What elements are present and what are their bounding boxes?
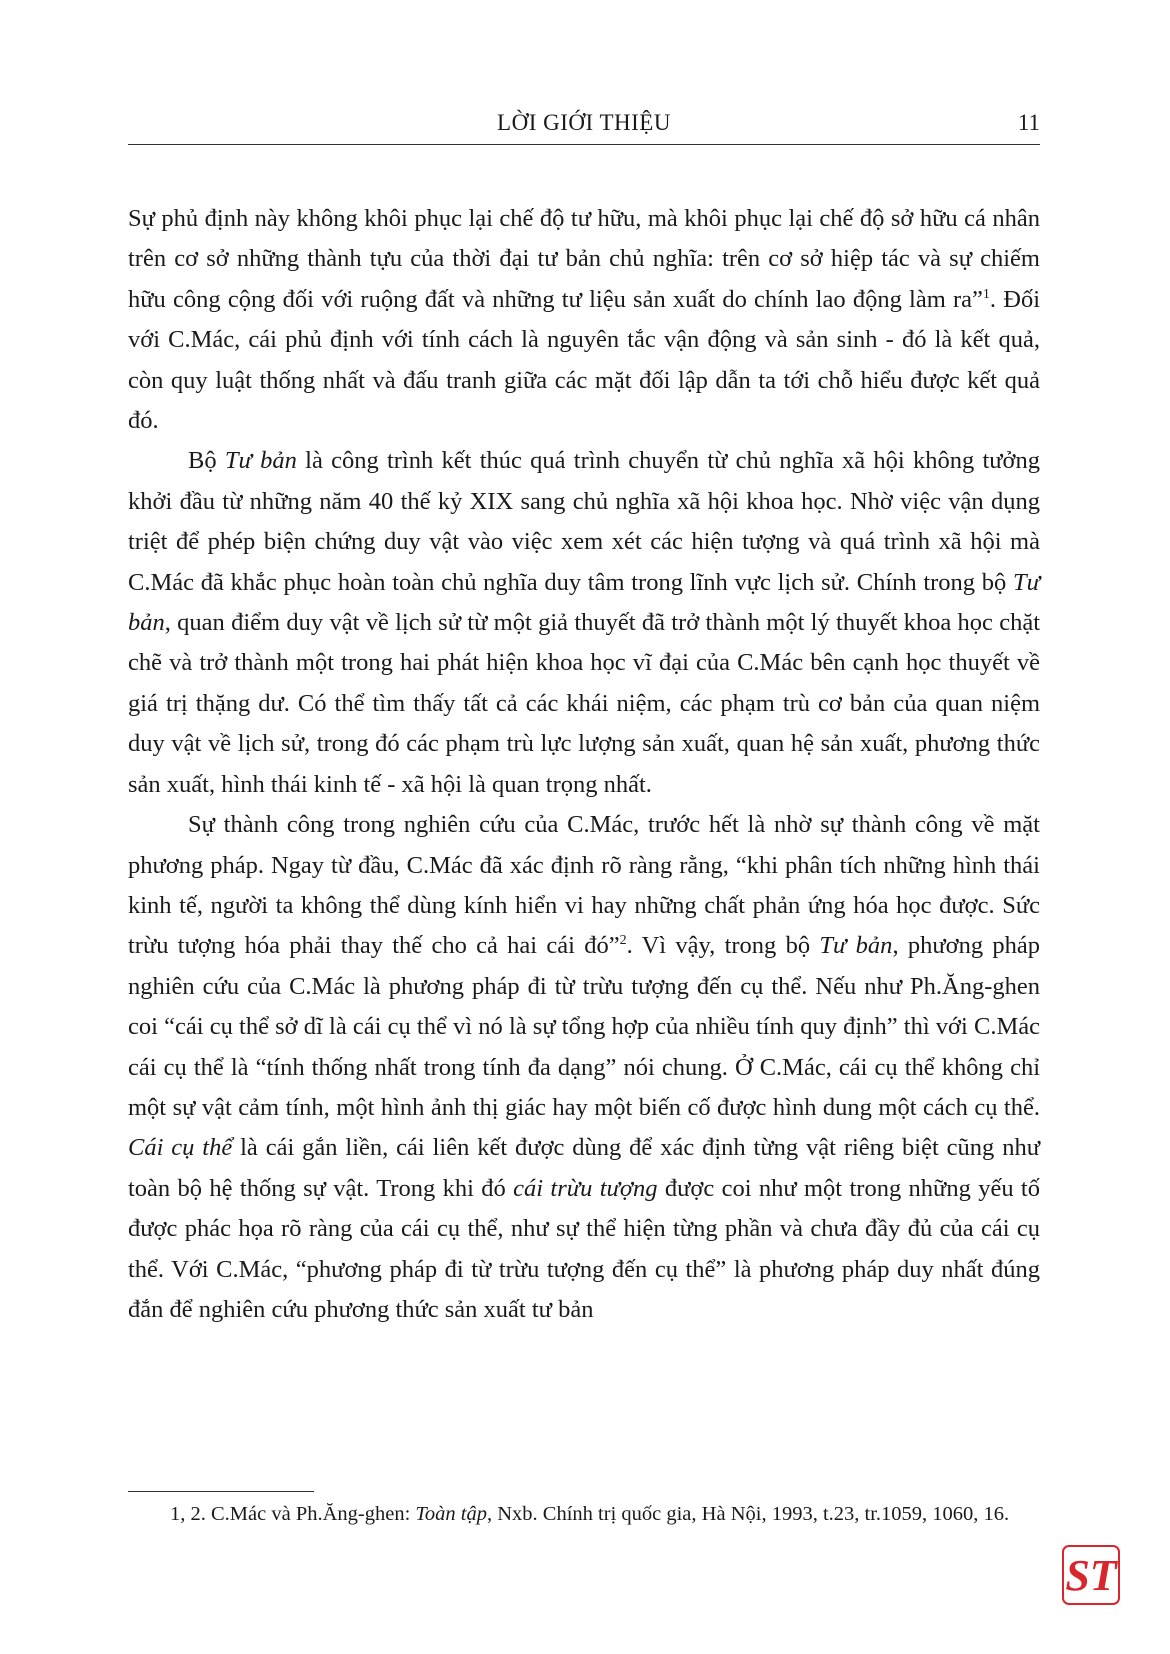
body-text [128,199,1040,1330]
paragraph-2-text-2: là công trình kết thúc quá trình chuyển từ chủ nghĩa xã hội không tưởng khởi đầu từ những năm 40 thế kỷ XIX sang chủ nghĩa xã hội khoa học. Nhờ việc vận dụng triệt để phép biện chứng duy vật vào việc xem xét các hiện tượng và quá trình xã hội mà C.Mác đã khắc phục hoàn toàn chủ nghĩa duy tâm trong lĩnh vực lịch sử. Chính trong bộ [128,447,1041,596]
paragraph-3-text-4: là cái gắn liền, cái liên kết được dùng để xác định từng vật riêng biệt cũng như toàn bộ hệ thống sự vật. Trong khi đó [128,1134,1040,1202]
footnote-divider [128,1491,314,1492]
paragraph-3-italic-2: Cái cụ thể [128,1134,233,1162]
page-number: 11 [1017,110,1040,135]
paragraph-3 [128,805,1040,1330]
footnote [128,1500,1040,1528]
footnote-italic: Toàn tập [415,1503,487,1525]
paragraph-1-text-1: Sự phủ định này không khôi phục lại chế độ tư hữu, mà khôi phục lại chế độ sở hữu cá nhân trên cơ sở những thành tựu của thời đại tư bản chủ nghĩa: trên cơ sở hiệp tác và sự chiếm hữu công cộng đối với ruộng đất và những tư liệu sản xuất do chính lao động làm ra” [128,205,1040,313]
footnote-ref-2: 2 [619,933,627,949]
footnote-text-2: , Nxb. Chính trị quốc gia, Hà Nội, 1993, t.23, tr.1059, 1060, 16. [487,1503,1010,1525]
publisher-logo [1062,1545,1120,1605]
footnote-ref-1: 1 [982,286,990,302]
paragraph-2-text-3: , quan điểm duy vật về lịch sử từ một giả thuyết đã trở thành một lý thuyết khoa học chặt chẽ và trở thành một trong hai phát hiện khoa học vĩ đại của C.Mác bên cạnh học thuyết về giá trị thặng dư. Có thể tìm thấy tất cả các khái niệm, các phạm trù cơ bản của quan niệm duy vật về lịch sử, trong đó các phạm trù lực lượng sản xuất, quan hệ sản xuất, phương thức sản xuất, hình thái kinh tế - xã hội là quan trọng nhất. [128,609,1040,798]
running-header [128,104,1040,145]
paragraph-2-italic-2: Tư bản [128,568,1040,637]
paragraph-3-text-1: Sự thành công trong nghiên cứu của C.Mác, trước hết là nhờ sự thành công về mặt phương pháp. Ngay từ đầu, C.Mác đã xác định rõ ràng rằng, “khi phân tích những hình thái kinh tế, người ta không thể dùng kính hiển vi hay những chất phản ứng hóa học được. Sức trừu tượng hóa phải thay thế cho cả hai cái đó” [128,811,1040,960]
paragraph-3-text-5: được coi như một trong những yếu tố được phác họa rõ ràng của cái cụ thể, như sự thể hiện từng phần và chưa đầy đủ của cái cụ thể. Với C.Mác, “phương pháp đi từ trừu tượng đến cụ thể” là phương pháp duy nhất đúng đắn để nghiên cứu phương thức sản xuất tư bản [128,1174,1040,1323]
paragraph-2-text-1: Bộ [188,447,225,475]
paragraph-1 [128,199,1040,441]
header-title: LỜI GIỚI THIỆU [497,110,671,135]
paragraph-2 [128,441,1040,805]
paragraph-3-text-2: . Vì vậy, trong bộ [626,932,820,960]
paragraph-3-italic-3: cái trừu tượng [513,1174,658,1202]
paragraph-3-italic-1: Tư bản [819,932,893,960]
paragraph-1-text-2: . Đối với C.Mác, cái phủ định với tính cách là nguyên tắc vận động và sản sinh - đó là kết quả, còn quy luật thống nhất và đấu tranh giữa các mặt đối lập dẫn ta tới chỗ hiểu được kết quả đó. [128,285,1040,435]
paragraph-2-italic-1: Tư bản [224,447,297,475]
logo-lettering: ST [1065,1551,1117,1600]
footnote-text-1: 1, 2. C.Mác và Ph.Ăng-ghen: [170,1503,416,1525]
paragraph-3-text-3: , phương pháp nghiên cứu của C.Mác là phương pháp đi từ trừu tượng đến cụ thể. Nếu như Ph.Ăng-ghen coi “cái cụ thể sở dĩ là cái cụ thể vì nó là sự tổng hợp của nhiều tính quy định” thì với C.Mác cái cụ thể là “tính thống nhất trong tính đa dạng” nói chung. Ở C.Mác, cái cụ thể không chỉ một sự vật cảm tính, một hình ảnh thị giác hay một biến cố được hình dung một cách cụ thể. [128,932,1041,1121]
